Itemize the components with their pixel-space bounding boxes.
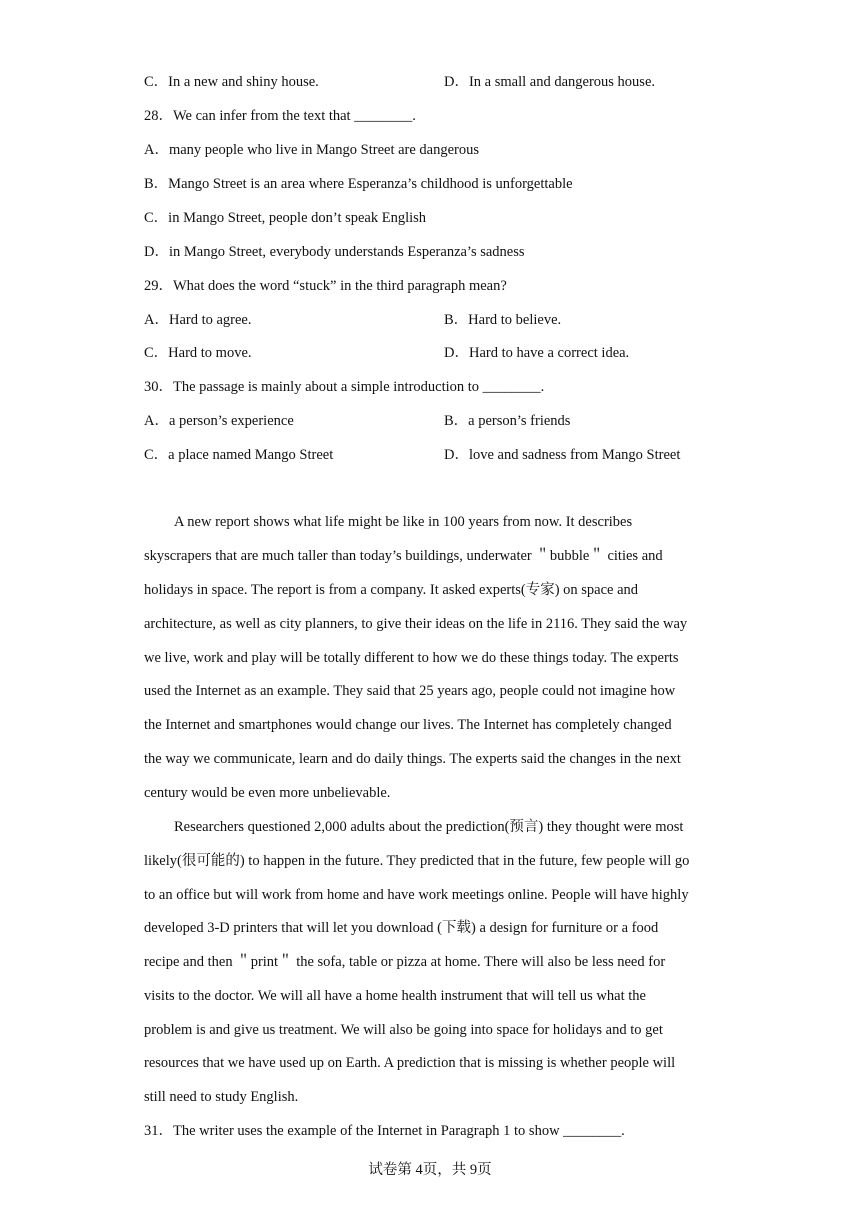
q27-option-d: D．In a small and dangerous house. [444,74,656,90]
passage-p2-line: likely(很可能的) to happen in the future. They predicted that in the future, few people will go [144,853,690,869]
passage-p2-line: visits to the doctor. We will all have a home health instrument that will tell us what the [144,988,646,1004]
q30-option-c: C．a place named Mango Street [144,447,334,463]
q30-option-b: B．a person’s friends [444,413,571,429]
q27-option-c: C．In a new and shiny house. [144,74,319,90]
passage-p2-line: developed 3-D printers that will let you download (下载) a design for furniture or a food [144,920,659,936]
q28-stem: 28．We can infer from the text that ________. [144,108,416,124]
passage-p2-line: still need to study English. [144,1089,299,1105]
passage-p1-line: we live, work and play will be totally different to how we do these things today. The experts [144,650,679,666]
passage-p1-line: used the Internet as an example. They said that 25 years ago, people could not imagine how [144,683,676,699]
q30-stem: 30．The passage is mainly about a simple introduction to ________. [144,379,545,395]
q28-option-c: C．in Mango Street, people don’t speak English [144,210,427,226]
q31-stem: 31．The writer uses the example of the Internet in Paragraph 1 to show ________. [144,1123,625,1139]
q29-stem: 29．What does the word “stuck” in the third paragraph mean? [144,278,507,294]
q28-option-a: A．many people who live in Mango Street are dangerous [144,142,480,158]
page-footer: 试卷第 4页，共 9页 [368,1162,492,1178]
passage-p1-line: the way we communicate, learn and do daily things. The experts said the changes in the next [144,751,681,767]
passage-p2-line: recipe and then ＂print＂ the sofa, table or pizza at home. There will also be less need for [144,954,666,970]
passage-p2-line: to an office but will work from home and have work meetings online. People will have highly [144,887,689,903]
passage-p1-line: skyscrapers that are much taller than today’s buildings, underwater ＂bubble＂ cities and [144,548,663,564]
passage-p1-line: A new report shows what life might be like in 100 years from now. It describes [174,514,633,530]
passage-p2-line: resources that we have used up on Earth. A prediction that is missing is whether people will [144,1055,676,1071]
passage-p1-line: architecture, as well as city planners, to give their ideas on the life in 2116. They said the way [144,616,688,632]
q30-option-d: D．love and sadness from Mango Street [444,447,681,463]
q29-option-c: C．Hard to move. [144,345,252,361]
passage-p2-line: Researchers questioned 2,000 adults about the prediction(预言) they thought were most [174,819,684,835]
passage-p2-line: problem is and give us treatment. We will also be going into space for holidays and to get [144,1022,663,1038]
passage-p1-line: the Internet and smartphones would change our lives. The Internet has completely changed [144,717,672,733]
q30-option-a: A．a person’s experience [144,413,294,429]
q28-option-b: B．Mango Street is an area where Esperanza’s childhood is unforgettable [144,176,573,192]
passage-p1-line: century would be even more unbelievable. [144,785,391,801]
passage-p1-line: holidays in space. The report is from a company. It asked experts(专家) on space and [144,582,639,598]
q29-option-d: D．Hard to have a correct idea. [444,345,630,361]
q29-option-a: A．Hard to agree. [144,312,252,328]
q28-option-d: D．in Mango Street, everybody understands Esperanza’s sadness [144,244,525,260]
q29-option-b: B．Hard to believe. [444,312,562,328]
